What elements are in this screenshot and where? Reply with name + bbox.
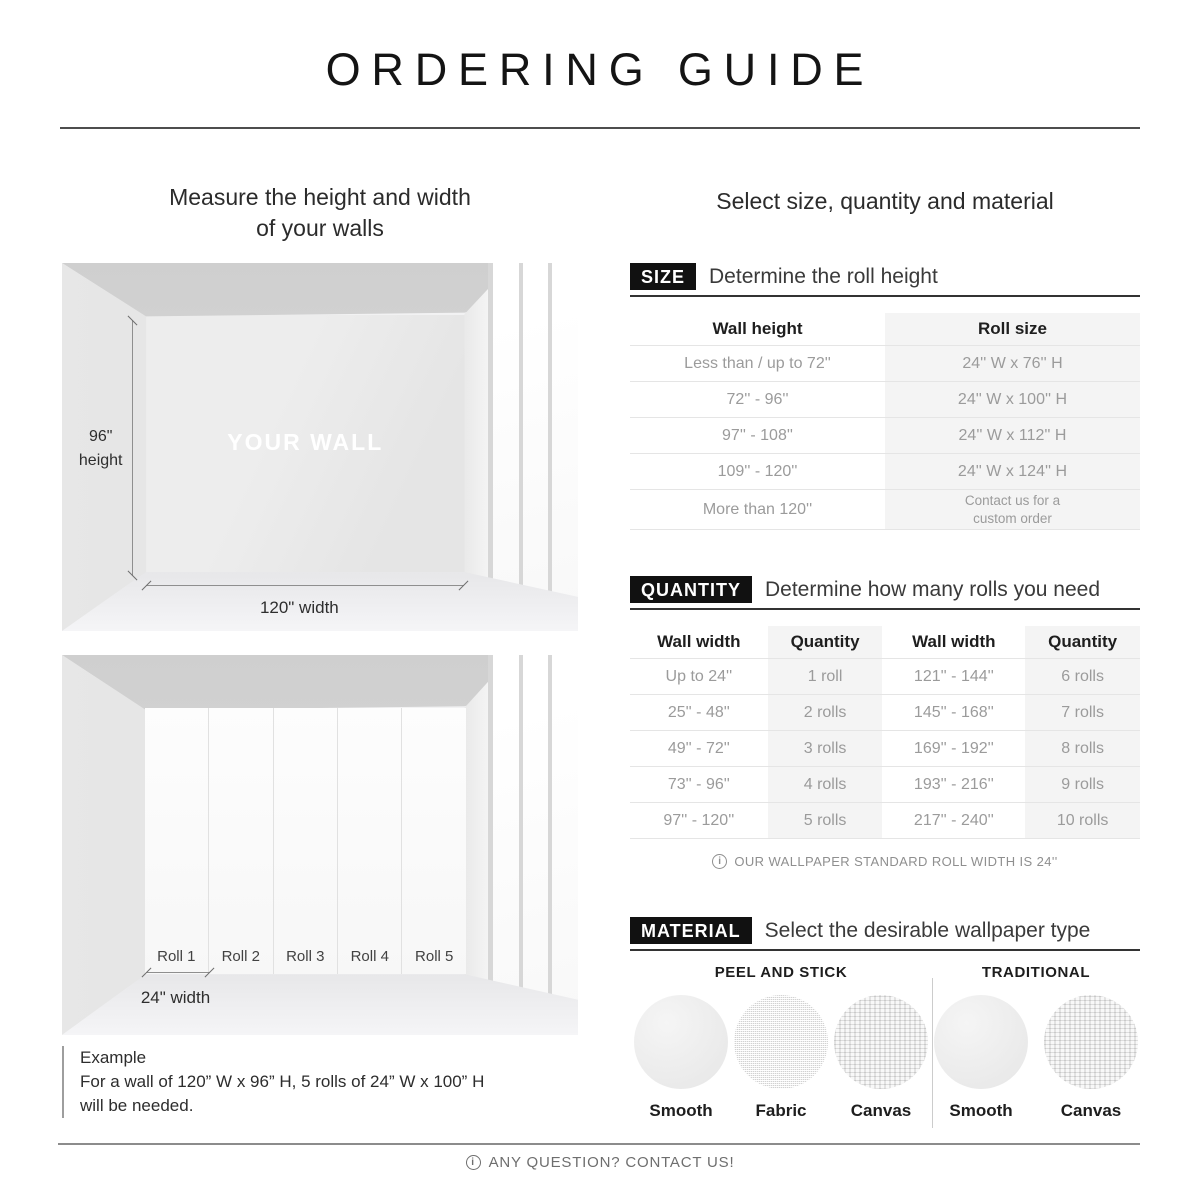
room-window [488, 263, 578, 631]
contact-note [0, 1154, 1200, 1171]
width-dimension-line [146, 585, 465, 586]
roll-label: Roll 1 [157, 948, 196, 966]
quantity-cell: 7 rolls [1025, 695, 1140, 730]
wall-width-cell: 217'' - 240'' [913, 811, 994, 829]
roll-panel [274, 708, 338, 974]
size-section-title: Determine the roll height [709, 265, 938, 288]
qty-col-quantity: Quantity [768, 626, 883, 658]
roll-panel [338, 708, 402, 974]
material-option-smooth [934, 995, 1028, 1121]
quantity-section-title: Determine how many rolls you need [765, 578, 1100, 601]
custom-order-text: Contact us for a custom order [964, 493, 1061, 526]
material-section-head [630, 917, 1140, 951]
material-group-divider [932, 978, 933, 1128]
quantity-cell: 4 rolls [768, 767, 883, 802]
quantity-cell: 2 rolls [768, 695, 883, 730]
roll-panel [209, 708, 273, 974]
quantity-cell: 3 rolls [768, 731, 883, 766]
example-note [62, 1046, 542, 1118]
room-illustration-measure [62, 263, 578, 631]
peel-and-stick-title: PEEL AND STICK [714, 964, 848, 981]
size-table-row [630, 346, 1140, 382]
size-col-wall-height: Wall height [712, 319, 803, 338]
wall-width-cell: 25'' - 48'' [667, 703, 730, 721]
roll-panel [402, 708, 465, 974]
roll-label: Roll 4 [350, 948, 389, 966]
width-dimension-label: 120" width [259, 597, 339, 617]
info-icon: i [712, 854, 727, 869]
roll-label: Roll 5 [415, 948, 454, 966]
material-groups [630, 964, 1140, 1121]
material-badge: MATERIAL [630, 917, 752, 944]
example-title: Example [80, 1048, 147, 1067]
size-table-row [630, 490, 1140, 530]
canvas-texture-swatch [1044, 995, 1138, 1089]
material-option-label: Fabric [755, 1101, 807, 1120]
size-table-row [630, 418, 1140, 454]
window-pane [552, 263, 578, 631]
room-corner-pillar [464, 289, 488, 605]
quantity-cell: 6 rolls [1025, 659, 1140, 694]
room-corner-pillar [464, 682, 488, 1009]
size-col-roll-size: Roll size [885, 313, 1140, 345]
roll-label: Roll 2 [221, 948, 260, 966]
wall-width-cell: 193'' - 216'' [913, 775, 994, 793]
traditional-title: TRADITIONAL [981, 964, 1091, 981]
room-illustration-rolls [62, 655, 578, 1035]
example-line: will be needed. [80, 1096, 194, 1115]
roll-width-note [630, 854, 1140, 869]
window-glass [488, 263, 578, 631]
roll-size-cell [885, 490, 1140, 529]
size-section-head [630, 263, 1140, 297]
material-option-fabric [734, 995, 828, 1121]
roll-size-cell: 24'' W x 124'' H [885, 454, 1140, 489]
your-wall-label: YOUR WALL [227, 428, 384, 455]
example-line: For a wall of 120” W x 96” H, 5 rolls of 24” W x 100” H [80, 1072, 485, 1091]
measure-heading [60, 182, 580, 244]
material-option-canvas [1044, 995, 1138, 1121]
wall-width-cell: 169'' - 192'' [913, 739, 994, 757]
roll-size-cell: 24'' W x 100'' H [885, 382, 1140, 417]
window-pane [493, 655, 519, 1035]
quantity-cell: 9 rolls [1025, 767, 1140, 802]
wall-height-cell: 109'' - 120'' [717, 462, 798, 480]
roll-width-dimension-label: 24" width [140, 987, 211, 1007]
room-window [488, 655, 578, 1035]
wall-width-cell: 73'' - 96'' [667, 775, 730, 793]
wall-height-cell: 72'' - 96'' [726, 390, 789, 408]
height-dimension-label [70, 425, 132, 473]
material-option-label: Canvas [850, 1101, 912, 1120]
roll-width-dimension-line [146, 972, 210, 973]
wall-height-cell: 97'' - 108'' [722, 426, 793, 444]
size-table-header [630, 313, 1140, 346]
size-table-row [630, 454, 1140, 490]
qty-col-quantity: Quantity [1025, 626, 1140, 658]
quantity-table-row [630, 731, 1140, 767]
roll-size-cell: 24'' W x 112'' H [885, 418, 1140, 453]
size-table [630, 313, 1140, 530]
height-value: 96" [88, 427, 113, 445]
quantity-cell: 10 rolls [1025, 803, 1140, 838]
info-icon: i [466, 1155, 481, 1170]
window-pane [552, 655, 578, 1035]
material-section-title: Select the desirable wallpaper type [764, 919, 1091, 942]
fabric-texture-swatch [734, 995, 828, 1089]
height-word: height [78, 451, 123, 469]
wall-height-cell: Less than / up to 72'' [684, 354, 831, 372]
window-glass [488, 655, 578, 1035]
height-dimension-line [132, 320, 133, 576]
wall-width-cell: 97'' - 120'' [663, 811, 735, 829]
wall-width-cell: 145'' - 168'' [913, 703, 994, 721]
canvas-texture-swatch [834, 995, 928, 1089]
size-section [630, 263, 1140, 530]
material-section [630, 917, 1140, 1121]
smooth-texture-swatch [634, 995, 728, 1089]
window-pane [493, 263, 519, 631]
wall-height-cell: More than 120'' [702, 500, 813, 518]
roll-panel [145, 708, 209, 974]
material-option-smooth [634, 995, 728, 1121]
window-pane [523, 655, 549, 1035]
roll-label: Roll 3 [286, 948, 325, 966]
wall-width-cell: 121'' - 144'' [913, 667, 994, 685]
window-pane [523, 263, 549, 631]
quantity-section-head [630, 576, 1140, 610]
wall-width-cell: Up to 24'' [665, 667, 733, 685]
header-divider [60, 127, 1140, 129]
contact-note-text: ANY QUESTION? CONTACT US! [488, 1154, 735, 1171]
qty-col-wall-width: Wall width [912, 632, 996, 651]
wall-width-cell: 49'' - 72'' [667, 739, 730, 757]
quantity-table-row [630, 695, 1140, 731]
quantity-table-header [630, 626, 1140, 659]
measure-heading-line: of your walls [256, 215, 384, 241]
material-option-label: Smooth [949, 1101, 1013, 1120]
quantity-table [630, 626, 1140, 839]
quantity-table-row [630, 767, 1140, 803]
qty-col-wall-width: Wall width [657, 632, 741, 651]
quantity-cell: 8 rolls [1025, 731, 1140, 766]
quantity-section [630, 576, 1140, 869]
peel-and-stick-group [630, 964, 932, 1121]
traditional-options [934, 995, 1138, 1121]
material-option-label: Canvas [1060, 1101, 1122, 1120]
material-option-label: Smooth [649, 1101, 713, 1120]
traditional-group [932, 964, 1140, 1121]
peel-and-stick-options [634, 995, 928, 1121]
quantity-cell: 1 roll [768, 659, 883, 694]
quantity-badge: QUANTITY [630, 576, 752, 603]
size-badge: SIZE [630, 263, 696, 290]
quantity-table-row [630, 803, 1140, 839]
smooth-texture-swatch [934, 995, 1028, 1089]
material-option-canvas [834, 995, 928, 1121]
quantity-cell: 5 rolls [768, 803, 883, 838]
measure-heading-line: Measure the height and width [169, 184, 471, 210]
page-title: ORDERING GUIDE [325, 44, 875, 95]
quantity-table-row [630, 659, 1140, 695]
size-table-row [630, 382, 1140, 418]
roll-width-note-text: OUR WALLPAPER STANDARD ROLL WIDTH IS 24'' [734, 854, 1058, 869]
select-heading: Select size, quantity and material [716, 188, 1054, 214]
wallpaper-rolls [145, 708, 466, 974]
roll-size-cell: 24'' W x 76'' H [885, 346, 1140, 381]
footer-divider [58, 1143, 1140, 1145]
